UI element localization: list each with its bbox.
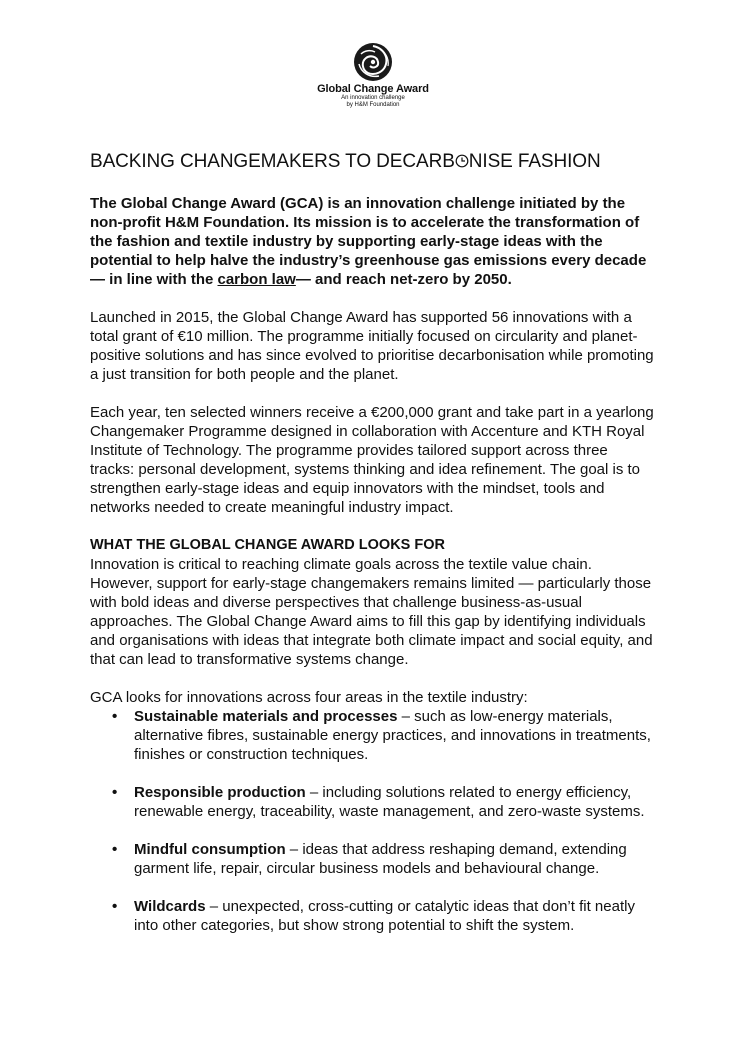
bullet: • <box>112 898 118 915</box>
areas-list <box>90 707 656 935</box>
areas-intro: GCA looks for innovations across four areas in the textile industry: <box>90 689 528 706</box>
intro-text: The Global Change Award (GCA) is an innovation challenge initiated by the non-profit H&M Foundation. Its mission is to accelerate the transformation of the fashion and textile industry by supporting early-stage ideas with the potential to help halve the industry’s greenhouse gas emissions every decade — in line with the <box>90 195 647 288</box>
paragraph-programme: Each year, ten selected winners receive a €200,000 grant and take part in a yearlong Changemaker Programme designed in collaboration with Accenture and KTH Royal Institute of Technology. The programme provides tailored support across three tracks: personal development, systems thinking and idea refinement. The goal is to strengthen early-stage ideas and equip innovators with the mindset, tools and networks needed to create meaningful industry impact. <box>90 404 654 516</box>
bullet: • <box>112 784 118 801</box>
global-change-award-logo-icon <box>353 42 393 82</box>
bullet: • <box>112 708 118 725</box>
logo-name: Global Change Award <box>317 83 429 95</box>
area-title: Mindful consumption <box>134 841 286 858</box>
section-paragraph: Innovation is critical to reaching climate goals across the textile value chain. However, support for early-stage changemakers remains limited — particularly those with bold ideas and diverse perspectives that challenge business-as-usual approaches. The Global Change Award aims to fill this gap by identifying individuals and organisations with ideas that integrate both climate impact and social equity, and that can lead to transformative systems change. <box>90 556 653 668</box>
area-description: – ideas that address reshaping demand, extending garment life, repair, circular business models and behavioural change. <box>134 841 627 877</box>
area-title: Wildcards <box>134 898 206 915</box>
clock-icon <box>455 154 469 168</box>
carbon-law-link[interactable]: carbon law <box>217 271 296 288</box>
list-item <box>90 707 656 764</box>
logo <box>0 42 746 109</box>
area-description: – such as low-energy materials, alternative fibres, sustainable energy practices, and innovations in treatments, finishes or construction techniques. <box>134 708 651 763</box>
section-heading: WHAT THE GLOBAL CHANGE AWARD LOOKS FOR <box>90 537 445 553</box>
list-item <box>90 897 656 935</box>
page-title <box>90 150 656 174</box>
title-part-2: NISE FASHION <box>468 151 601 172</box>
intro-paragraph <box>90 194 656 289</box>
area-title: Sustainable materials and processes <box>134 708 398 725</box>
logo-tagline-2: by H&M Foundation <box>346 102 400 108</box>
document-body <box>90 150 656 954</box>
paragraph-launch: Launched in 2015, the Global Change Award has supported 56 innovations with a total grant of €10 million. The programme initially focused on circularity and planet-positive solutions and has since evolved to prioritise decarbonisation while promoting a just transition for both people and the planet. <box>90 309 654 383</box>
list-item <box>90 840 656 878</box>
area-title: Responsible production <box>134 784 306 801</box>
area-description: – including solutions related to energy efficiency, renewable energy, traceability, waste management, and zero-waste systems. <box>134 784 645 820</box>
list-item <box>90 783 656 821</box>
title-part-1: BACKING CHANGEMAKERS TO DECARB <box>90 151 455 172</box>
intro-tail: — and reach net-zero by 2050. <box>295 271 512 288</box>
bullet: • <box>112 841 118 858</box>
area-description: – unexpected, cross-cutting or catalytic ideas that don’t fit neatly into other categories, but show strong potential to shift the system. <box>134 898 635 934</box>
logo-tagline-1: An innovation challenge <box>341 95 405 101</box>
